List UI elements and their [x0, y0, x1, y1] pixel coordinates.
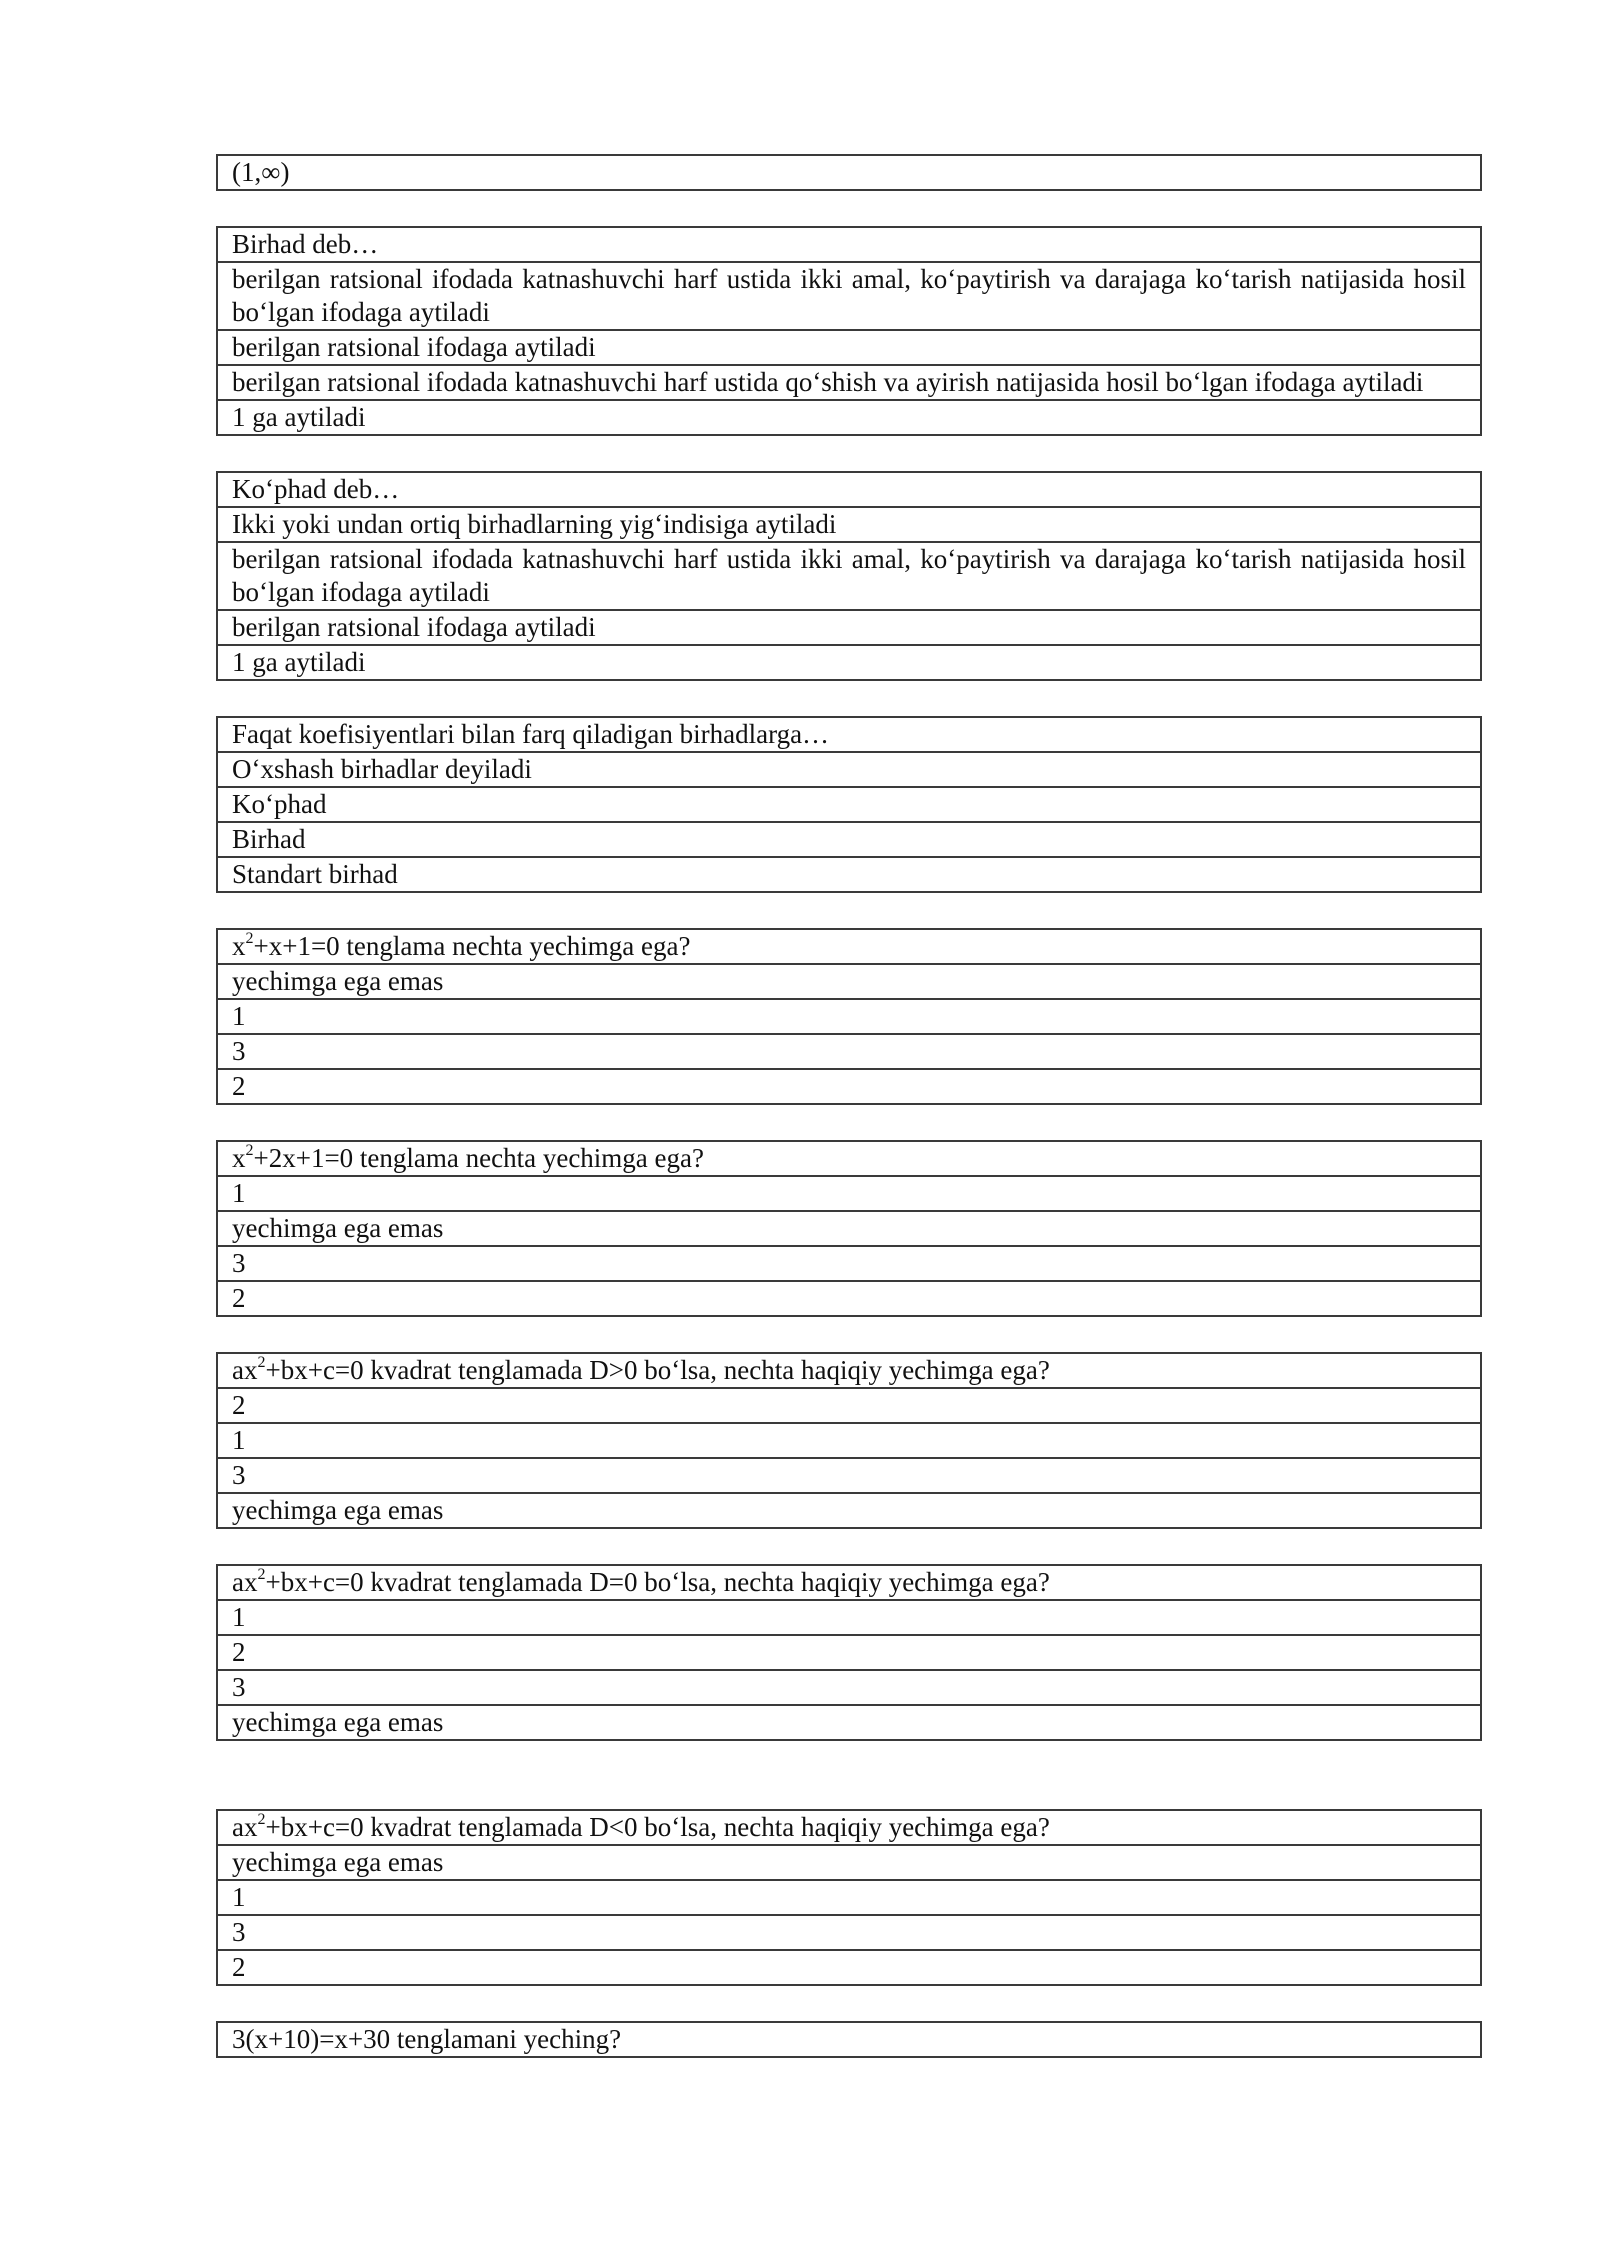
answer-option: 3 [217, 1246, 1481, 1281]
answer-option: berilgan ratsional ifodada katnashuvchi harf ustida ikki amal, ko‘paytirish va darajaga ko‘tarish natijasida hosil bo‘lgan ifodaga aytiladi [217, 262, 1481, 330]
question-row [217, 717, 1481, 752]
exponent: 2 [257, 1811, 266, 1828]
answer-option: O‘xshash birhadlar deyiladi [217, 752, 1481, 787]
equation-rest: +bx+c=0 kvadrat tenglamada D>0 bo‘lsa, nechta haqiqiy yechimga ega? [265, 1355, 1050, 1385]
answer-option-row [217, 365, 1481, 400]
answer-option-row [217, 1034, 1481, 1069]
equation-rest: +x+1=0 tenglama nechta yechimga ega? [253, 931, 691, 961]
document-page [216, 154, 1482, 2093]
answer-option: 1 [217, 1176, 1481, 1211]
answer-option-row [217, 1281, 1481, 1316]
answer-option-row [217, 964, 1481, 999]
answer-option: berilgan ratsional ifodada katnashuvchi harf ustida ikki amal, ko‘paytirish va darajaga ko‘tarish natijasida hosil bo‘lgan ifodaga aytiladi [217, 542, 1481, 610]
question-cell: Ko‘phad deb… [217, 472, 1481, 507]
question-cell [217, 1353, 1481, 1388]
answer-option-row [217, 752, 1481, 787]
equation-base: x [232, 931, 246, 961]
answer-option: 1 [217, 999, 1481, 1034]
answer-option: Ko‘phad [217, 787, 1481, 822]
question-cell: Faqat koefisiyentlari bilan farq qiladigan birhadlarga… [217, 717, 1481, 752]
question-table [216, 154, 1482, 191]
answer-option-row [217, 1458, 1481, 1493]
answer-option: 3 [217, 1915, 1481, 1950]
answer-option-row [217, 507, 1481, 542]
equation-base: x [232, 1143, 246, 1173]
answer-option: 3 [217, 1458, 1481, 1493]
answer-option: 3 [217, 1670, 1481, 1705]
answer-option: Ikki yoki undan ortiq birhadlarning yig‘indisiga aytiladi [217, 507, 1481, 542]
answer-option-row [217, 1670, 1481, 1705]
question-cell [217, 1810, 1481, 1845]
answer-option-row [217, 999, 1481, 1034]
answer-option-row [217, 645, 1481, 680]
answer-option: yechimga ega emas [217, 1211, 1481, 1246]
question-table [216, 928, 1482, 1105]
answer-option-row [217, 1915, 1481, 1950]
question-table [216, 226, 1482, 436]
question-cell: 3(x+10)=x+30 tenglamani yeching? [217, 2022, 1481, 2057]
answer-option: yechimga ega emas [217, 1845, 1481, 1880]
question-row [217, 2022, 1481, 2057]
question-cell: Birhad deb… [217, 227, 1481, 262]
question-table [216, 716, 1482, 893]
question-cell: (1,∞) [217, 155, 1481, 190]
answer-option: 1 [217, 1600, 1481, 1635]
question-row [217, 1565, 1481, 1600]
answer-option: 2 [217, 1635, 1481, 1670]
answer-option: yechimga ega emas [217, 1705, 1481, 1740]
answer-option-row [217, 822, 1481, 857]
answer-option-row [217, 1705, 1481, 1740]
answer-option: yechimga ega emas [217, 964, 1481, 999]
question-row [217, 1810, 1481, 1845]
answer-option-row [217, 857, 1481, 892]
question-row [217, 1353, 1481, 1388]
equation-rest: +2x+1=0 tenglama nechta yechimga ega? [253, 1143, 704, 1173]
question-table [216, 2021, 1482, 2058]
answer-option: Birhad [217, 822, 1481, 857]
answer-option-row [217, 1069, 1481, 1104]
question-table [216, 1352, 1482, 1529]
answer-option: 2 [217, 1281, 1481, 1316]
answer-option-row [217, 542, 1481, 610]
answer-option-row [217, 400, 1481, 435]
question-table [216, 1564, 1482, 1741]
answer-option: 1 [217, 1880, 1481, 1915]
question-cell [217, 1141, 1481, 1176]
answer-option: 2 [217, 1069, 1481, 1104]
question-row [217, 929, 1481, 964]
answer-option: 3 [217, 1034, 1481, 1069]
answer-option-row [217, 1950, 1481, 1985]
answer-option-row [217, 1388, 1481, 1423]
answer-option-row [217, 1493, 1481, 1528]
answer-option-row [217, 1600, 1481, 1635]
answer-option-row [217, 330, 1481, 365]
question-table [216, 1140, 1482, 1317]
answer-option-row [217, 1246, 1481, 1281]
exponent: 2 [245, 1142, 254, 1159]
question-row [217, 227, 1481, 262]
answer-option: berilgan ratsional ifodada katnashuvchi harf ustida qo‘shish va ayirish natijasida hosil bo‘lgan ifodaga aytiladi [217, 365, 1481, 400]
exponent: 2 [245, 930, 254, 947]
answer-option: 2 [217, 1388, 1481, 1423]
question-row [217, 155, 1481, 190]
exponent: 2 [257, 1354, 266, 1371]
answer-option: 1 ga aytiladi [217, 400, 1481, 435]
exponent: 2 [257, 1566, 266, 1583]
answer-option-row [217, 1635, 1481, 1670]
answer-option-row [217, 1845, 1481, 1880]
equation-base: ax [232, 1355, 258, 1385]
answer-option: yechimga ega emas [217, 1493, 1481, 1528]
answer-option-row [217, 1176, 1481, 1211]
question-row [217, 472, 1481, 507]
answer-option: Standart birhad [217, 857, 1481, 892]
question-cell [217, 929, 1481, 964]
question-row [217, 1141, 1481, 1176]
question-cell [217, 1565, 1481, 1600]
answer-option: 2 [217, 1950, 1481, 1985]
question-table [216, 1809, 1482, 1986]
answer-option-row [217, 262, 1481, 330]
equation-rest: +bx+c=0 kvadrat tenglamada D=0 bo‘lsa, nechta haqiqiy yechimga ega? [265, 1567, 1050, 1597]
equation-rest: +bx+c=0 kvadrat tenglamada D<0 bo‘lsa, nechta haqiqiy yechimga ega? [265, 1812, 1050, 1842]
answer-option: 1 ga aytiladi [217, 645, 1481, 680]
answer-option: berilgan ratsional ifodaga aytiladi [217, 610, 1481, 645]
equation-base: ax [232, 1567, 258, 1597]
answer-option-row [217, 1211, 1481, 1246]
answer-option: 1 [217, 1423, 1481, 1458]
answer-option-row [217, 1880, 1481, 1915]
answer-option: berilgan ratsional ifodaga aytiladi [217, 330, 1481, 365]
answer-option-row [217, 610, 1481, 645]
answer-option-row [217, 787, 1481, 822]
equation-base: ax [232, 1812, 258, 1842]
question-table [216, 471, 1482, 681]
answer-option-row [217, 1423, 1481, 1458]
